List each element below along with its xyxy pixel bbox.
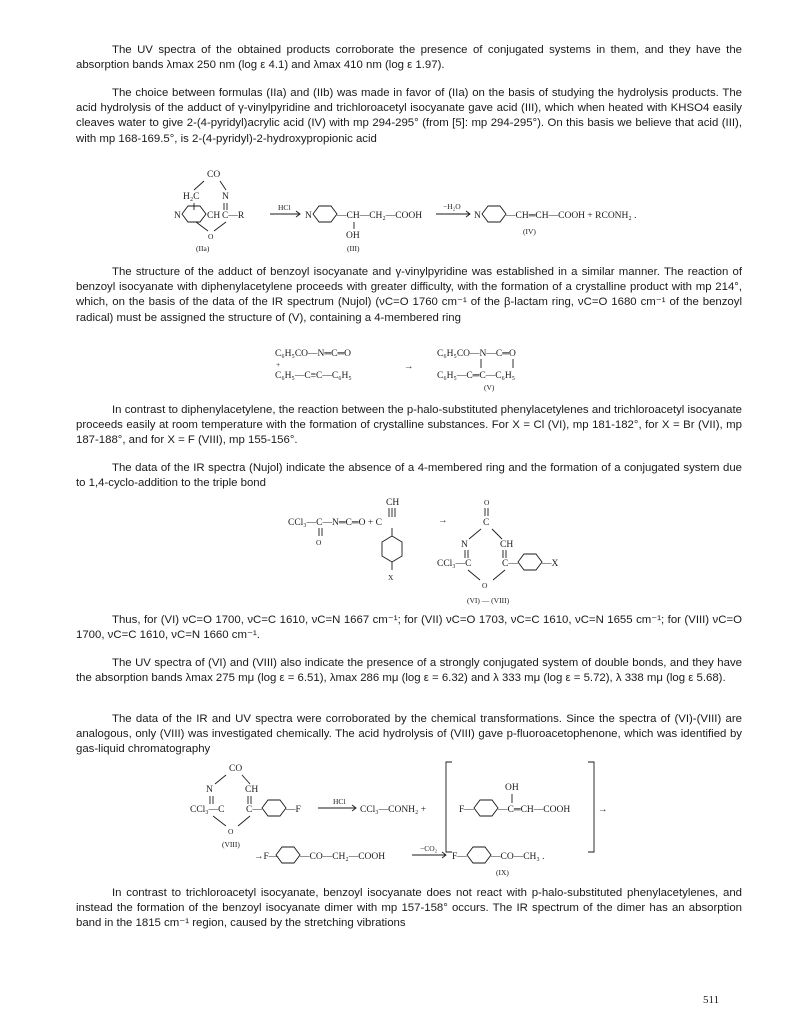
s4-acid: —C═CH—COOH (498, 805, 571, 815)
s3-label: (VI) — (VIII) (467, 596, 510, 605)
s1-o: O (208, 232, 214, 241)
paragraph-3: The structure of the adduct of benzoyl isocyanate and γ-vinylpyridine was established in a similar manner. The reaction of benzoyl isocyanate with diphenylacetylene proceeds with greater difficulty, with the formation of a crystalline product with mp 214°, which, on the basis of the data of the IR spectrum (Nujol) (νC=O 1760 cm⁻¹ of the β-lactam ring, νC=O 1680 cm⁻¹ of the benzoyl radical) must be assigned the structure of (V), containing a 4-membered ring (76, 266, 742, 324)
s3-prod-ring (518, 554, 542, 570)
s4-label-ix: (IX) (496, 868, 509, 877)
s1-h2c: H₂C (183, 192, 200, 202)
s2-label-v: (V) (484, 383, 495, 392)
page-number: 511 (703, 994, 720, 1006)
s1-iii-n: N (305, 211, 312, 221)
s1-iv-n: N (474, 211, 481, 221)
s4-ccl3: CCl₃—C (190, 805, 225, 815)
s4-amide: CCl₃—CONH₂ + (360, 805, 427, 815)
scheme-4-hydrolysis-viii (190, 762, 608, 877)
s2-right-bottom: C₆H₅—C═C—C₆H₅ (437, 371, 516, 381)
s2-plus: + (276, 360, 281, 369)
s1-label-iii: (III) (347, 244, 360, 253)
s3-reagent: CCl₃—C—N═C═O + C (288, 518, 382, 528)
paragraph-4: In contrast to diphenylacetylene, the reaction between the p-halo-substituted phenylacetylenes and trichloroacetyl isocyanate proceeds easily at room temperature with the formation of crystalline substances. For X = Cl (VI), mp 181-182°, for X = Br (VII), mp 187-188°, and for X = F (VIII), mp 155-156°. (76, 404, 742, 447)
paragraph-6: Thus, for (VI) νC=O 1700, νC=C 1610, νC=N 1667 cm⁻¹; for (VII) νC=O 1703, νC=C 1610, νC=N 1655 cm⁻¹; for (VIII) νC=O 1700, νC=C 1610, νC=N 1660 cm⁻¹. (76, 614, 742, 642)
s4-keto: —CO—CH₂—COOH (300, 852, 386, 862)
s2-right-top: C₆H₅CO—N—C═O (437, 349, 516, 359)
paragraph-1: The UV spectra of the obtained products corroborate the presence of conjugated systems in them, and they have the absorption bands λmax 250 nm (log ε 4.1) and λmax 410 nm (log ε 1.97). (76, 44, 742, 72)
paragraph-8: The data of the IR and UV spectra were corroborated by the chemical transformations. Since the spectra of (VI)-(VIII) are analogous, only (VIII) was investigated chemically. The acid hydrolysis of (VIII) gave p-fluoroacetophenone, which was identified by gas-liquid chromatography (76, 713, 742, 756)
s4-minus-co2: −CO₂ (420, 844, 438, 853)
paragraph-2: The choice between formulas (IIa) and (IIb) was made in favor of (IIa) on the basis of studying the hydrolysis products. The acid hydrolysis of the adduct of γ-vinylpyridine and trichloroacetyl isocyanate gave acid (III), which when heated with KHSO4 easily cleaves water to give 2-(4-pyridyl)acrylic acid (IV) with mp 294-295° (from [5]: mp 294-295°). On this basis we believe that acid (III), with mp 168-169.5°, is 2-(4-pyridyl)-2-hydroxypropionic acid (76, 87, 742, 145)
s1-label-iv: (IV) (523, 227, 536, 236)
s4-acetyl: —CO—CH₃ . (491, 852, 545, 862)
s4-ring-2 (474, 800, 498, 816)
s1-oh: OH (346, 231, 360, 241)
s4-bracket-right (588, 762, 594, 852)
s1-iv-chain: —CH═CH—COOH + RCONH₂ . (506, 211, 637, 221)
s3-prod-o: O (484, 498, 490, 507)
s1-n: N (222, 192, 229, 202)
s4-f2: F— (459, 805, 474, 815)
s4-f3: →F— (254, 852, 279, 862)
paragraph-5: The data of the IR spectra (Nujol) indicate the absence of a 4-membered ring and the formation of a conjugated system due to 1,4-cyclo-addition to the triple bond (76, 462, 742, 490)
s3-prod-n: N (461, 540, 468, 550)
scheme-2-beta-lactam (275, 349, 516, 392)
s3-prod-c: C (483, 518, 490, 528)
s4-c2: C— (246, 805, 262, 815)
s1-cr: C—R (222, 211, 245, 221)
s4-f4: F— (452, 852, 467, 862)
s4-oh: OH (505, 783, 519, 793)
s1-ch: CH (207, 211, 221, 221)
s4-n: N (206, 785, 213, 795)
s1-hcl: HCl (278, 203, 291, 212)
s4-hcl: HCl (333, 797, 346, 806)
s2-left-bottom: C₆H₅—C≡C—C₆H₅ (275, 371, 352, 381)
paragraph-9: In contrast to trichloroacetyl isocyanate, benzoyl isocyanate does not react with p-halo-substituted phenylacetylenes, and instead the formation of the benzoyl isocyanate dimer with mp 157-158° occurs. The IR spectrum of the dimer has an absorption band in the 1815 cm⁻¹ region, caused by the stretching vibrations (76, 887, 742, 930)
s3-arrow: → (438, 516, 448, 526)
s4-arrow: → (598, 805, 608, 815)
s4-f: —F (286, 805, 301, 815)
s4-o: O (228, 827, 234, 836)
s3-prod-ccl3: CCl₃—C (437, 559, 472, 569)
s3-o: O (316, 538, 322, 547)
s4-ring-4 (467, 847, 491, 863)
s1-iii-chain: —CH—CH₂—COOH (337, 211, 423, 221)
s1-minus-h2o: −H₂O (443, 202, 461, 211)
s1-co: CO (207, 170, 221, 180)
s1-label-iia: (IIa) (196, 244, 210, 253)
paragraph-7: The UV spectra of (VI) and (VIII) also indicate the presence of a strongly conjugated system of double bonds, and they have the absorption bands λmax 275 mμ (log ε = 6.51), λmax 286 mμ (log ε = 6.32) and λ 333 mμ (log ε = 5.72), λ 338 mμ (log ε 5.68). (76, 657, 742, 685)
s1-pyridine-n: N (174, 211, 181, 221)
s1-iii-ring (313, 206, 337, 222)
s4-ring-3 (276, 847, 300, 863)
s3-benzene-ring (382, 536, 402, 562)
s3-prod-ring-o: O (482, 581, 488, 590)
s4-label-viii: (VIII) (222, 840, 240, 849)
s3-ch: CH (386, 498, 400, 508)
s3-prod-ch: CH (500, 540, 514, 550)
scheme-3-cycloaddition (288, 498, 559, 605)
s3-x: X (388, 573, 394, 582)
s4-co: CO (229, 764, 243, 774)
s4-bracket-left (446, 762, 452, 852)
scheme-1-hydrolysis (174, 170, 636, 253)
s1-iv-ring (482, 206, 506, 222)
s3-prod-x: —X (542, 559, 559, 569)
s4-ch: CH (245, 785, 259, 795)
s2-arrow: → (404, 362, 414, 372)
s3-prod-c2: C— (502, 559, 518, 569)
s2-left-top: C₆H₅CO—N═C═O (275, 349, 352, 359)
s4-ring-1 (262, 800, 286, 816)
